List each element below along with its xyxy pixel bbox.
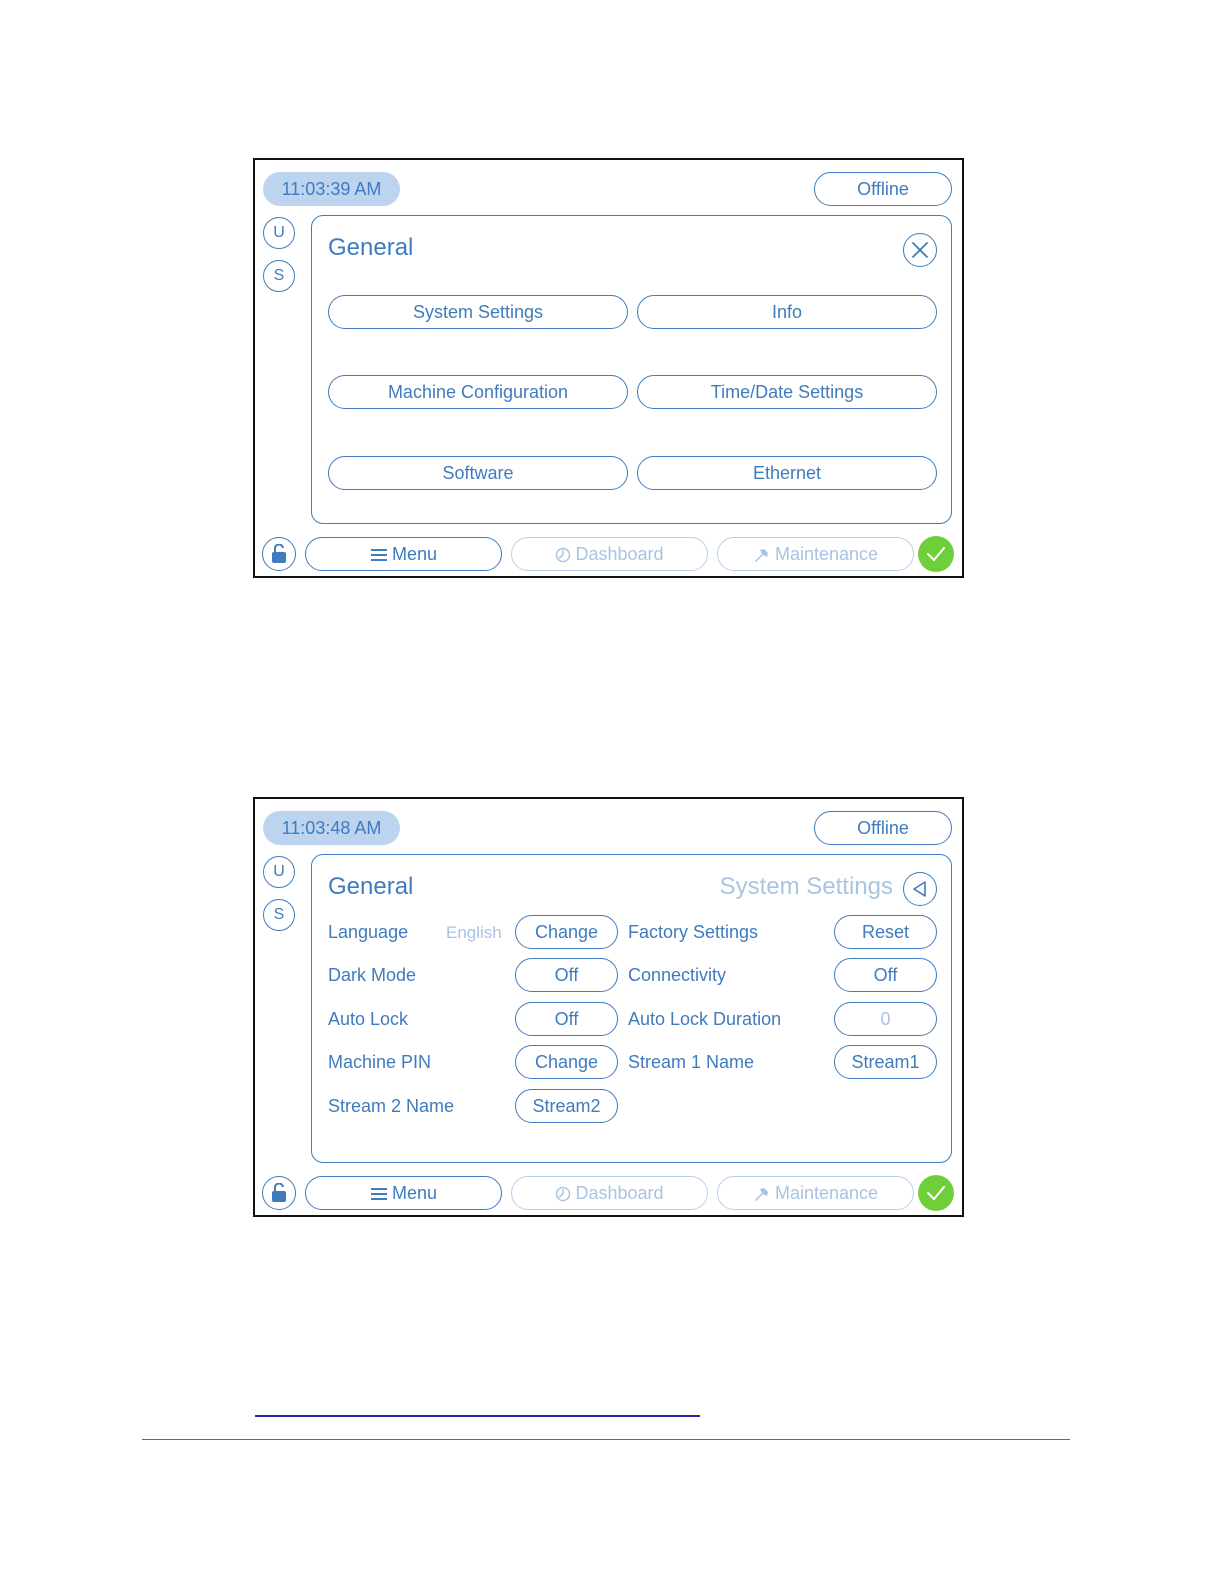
clock: 11:03:48 AM (263, 811, 400, 845)
offline-button[interactable]: Offline (814, 811, 952, 845)
back-icon (911, 880, 929, 898)
footer-divider (142, 1439, 1070, 1440)
auto-lock-toggle[interactable]: Off (515, 1002, 618, 1036)
stream-1-name-button[interactable]: Stream1 (834, 1045, 937, 1079)
ethernet-button[interactable]: Ethernet (637, 456, 937, 490)
maintenance-icon (753, 1186, 771, 1202)
maintenance-button[interactable] (717, 1176, 914, 1210)
lock-icon (271, 1183, 287, 1203)
clock: 11:03:39 AM (263, 172, 400, 206)
stream-1-name-label: Stream 1 Name (628, 1052, 755, 1072)
language-label: Language (328, 922, 409, 942)
bottom-bar (255, 1175, 962, 1211)
stream-2-name-button[interactable]: Stream2 (515, 1089, 618, 1123)
maintenance-icon (753, 547, 771, 563)
auto-lock-label: Auto Lock (328, 1009, 409, 1029)
check-icon (926, 1184, 946, 1202)
menu-label: Menu (391, 1183, 438, 1203)
connectivity-toggle[interactable]: Off (834, 958, 937, 992)
connectivity-label: Connectivity (628, 965, 727, 985)
dashboard-button[interactable] (511, 537, 708, 571)
dashboard-label: Dashboard (575, 1183, 664, 1203)
settings-button[interactable]: S (263, 260, 295, 292)
time-date-settings-button[interactable]: Time/Date Settings (637, 375, 937, 409)
menu-icon (370, 548, 388, 562)
maintenance-label: Maintenance (774, 1183, 879, 1203)
machine-configuration-button[interactable]: Machine Configuration (328, 375, 628, 409)
system-settings-button[interactable]: System Settings (328, 295, 628, 329)
panel-title: General (328, 234, 414, 261)
maintenance-button[interactable] (717, 537, 914, 571)
lock-button[interactable] (262, 1176, 296, 1210)
lock-icon (271, 544, 287, 564)
footer-link-underline[interactable] (255, 1415, 700, 1417)
software-button[interactable]: Software (328, 456, 628, 490)
back-button[interactable] (903, 872, 937, 906)
dashboard-icon (555, 1186, 571, 1202)
general-panel (311, 215, 952, 524)
dashboard-button[interactable] (511, 1176, 708, 1210)
dark-mode-toggle[interactable]: Off (515, 958, 618, 992)
stream-2-name-label: Stream 2 Name (328, 1096, 455, 1116)
dashboard-label: Dashboard (575, 544, 664, 564)
maintenance-label: Maintenance (774, 544, 879, 564)
machine-pin-label: Machine PIN (328, 1052, 432, 1072)
menu-button[interactable] (305, 1176, 502, 1210)
settings-button[interactable]: S (263, 899, 295, 931)
factory-settings-label: Factory Settings (628, 922, 759, 942)
check-icon (926, 545, 946, 563)
panel-title: General (328, 873, 414, 900)
language-change-button[interactable]: Change (515, 915, 618, 949)
dashboard-icon (555, 547, 571, 563)
bottom-bar (255, 536, 962, 572)
auto-lock-duration-label: Auto Lock Duration (628, 1009, 782, 1029)
status-ok-button[interactable] (918, 1175, 954, 1211)
general-screen (253, 158, 964, 578)
language-value: English (446, 923, 502, 942)
system-settings-screen (253, 797, 964, 1217)
lock-button[interactable] (262, 537, 296, 571)
info-button[interactable]: Info (637, 295, 937, 329)
machine-pin-change-button[interactable]: Change (515, 1045, 618, 1079)
close-button[interactable] (903, 233, 937, 267)
factory-reset-button[interactable]: Reset (834, 915, 937, 949)
menu-label: Menu (391, 544, 438, 564)
system-settings-panel (311, 854, 952, 1163)
user-button[interactable]: U (263, 856, 295, 888)
user-button[interactable]: U (263, 217, 295, 249)
panel-subtitle: System Settings (719, 873, 893, 900)
menu-icon (370, 1187, 388, 1201)
dark-mode-label: Dark Mode (328, 965, 417, 985)
auto-lock-duration-field[interactable]: 0 (834, 1002, 937, 1036)
menu-button[interactable] (305, 537, 502, 571)
offline-button[interactable]: Offline (814, 172, 952, 206)
status-ok-button[interactable] (918, 536, 954, 572)
close-icon (910, 240, 930, 260)
